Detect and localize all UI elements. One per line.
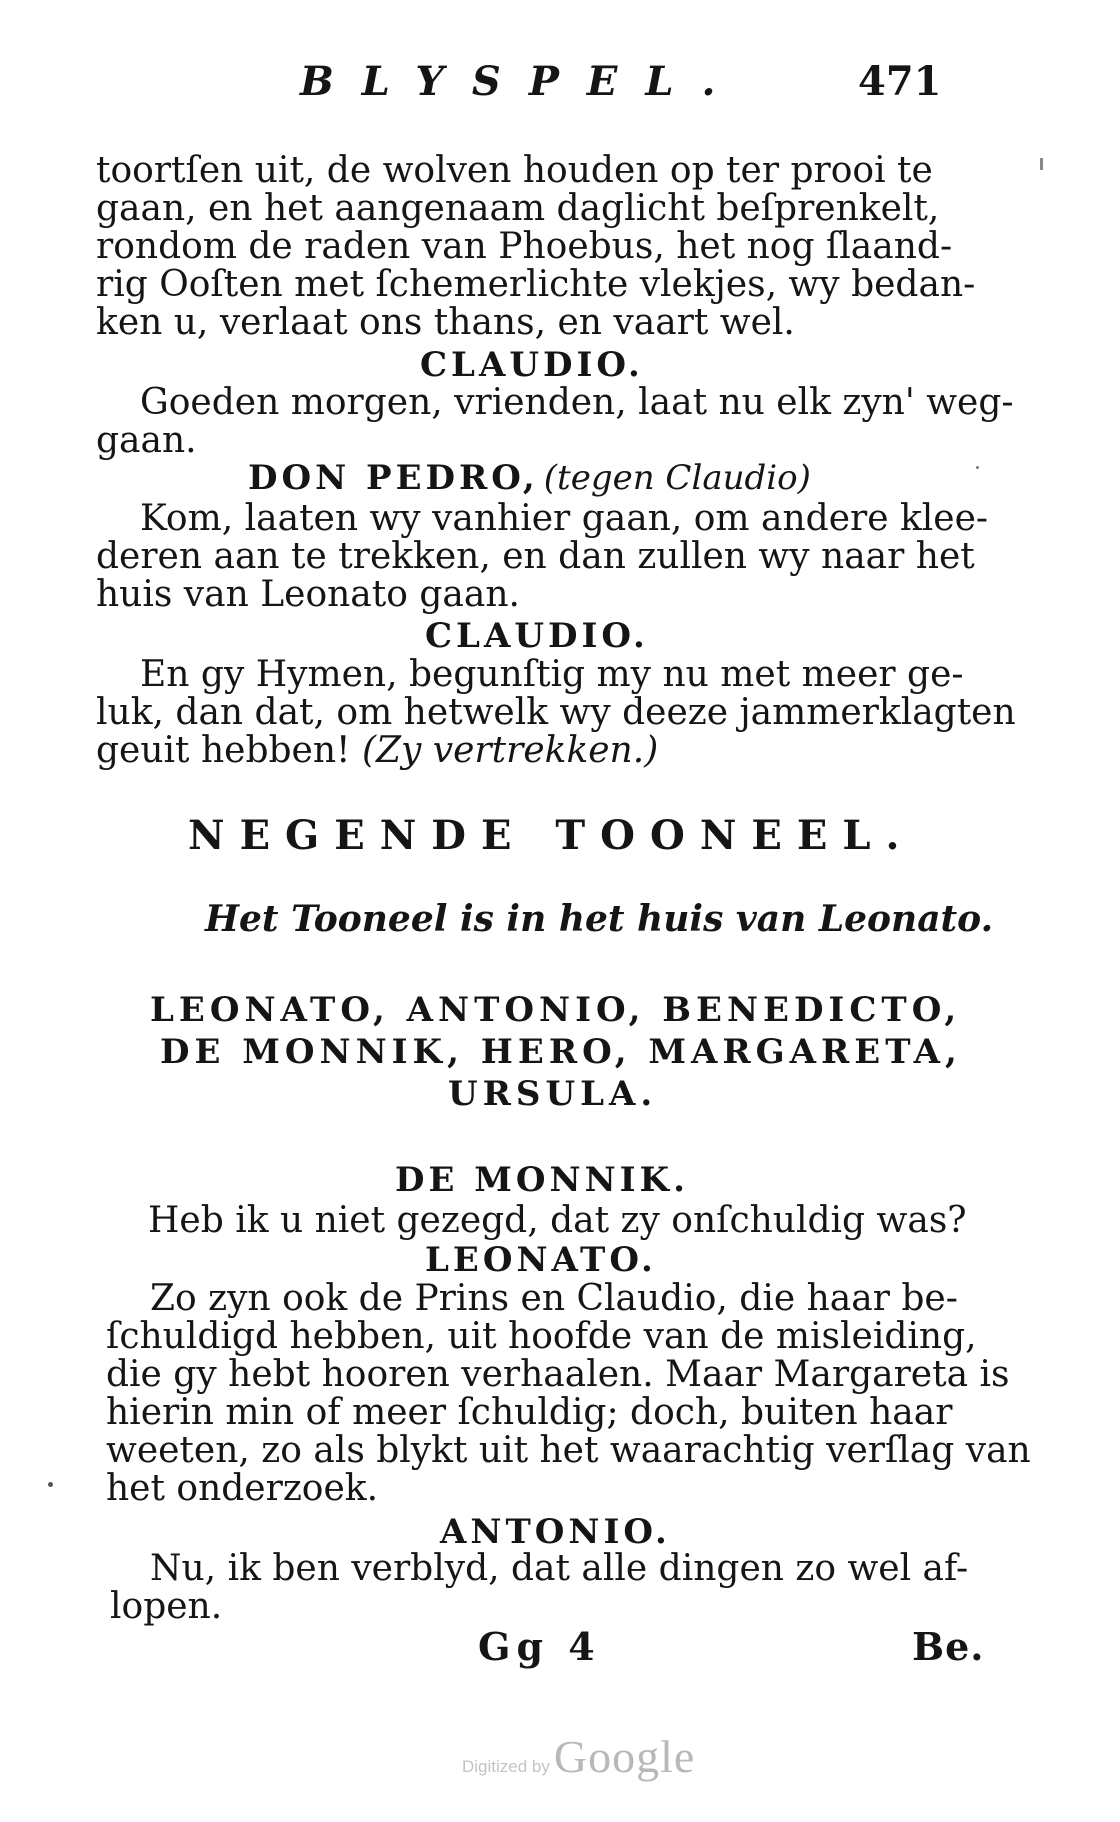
scene-setting: Het Tooneel is in het huis van Leonato. xyxy=(205,898,994,940)
speaker-name: ANTONIO. xyxy=(440,1512,671,1552)
text-line: toortſen uit, de wolven houden op ter prooi te xyxy=(96,150,933,191)
text-line: huis van Leonato gaan. xyxy=(96,574,520,615)
text-line: Goeden morgen, vrienden, laat nu elk zyn' weg- xyxy=(140,382,1014,423)
ink-speck xyxy=(1040,158,1043,170)
text-line: Zo zyn ook de Prins en Claudio, die haar be- xyxy=(150,1278,958,1319)
text-line: Heb ik u niet gezegd, dat zy onſchuldig was? xyxy=(148,1200,967,1241)
text-line xyxy=(96,732,658,770)
ink-speck xyxy=(976,466,979,469)
text-line: rondom de raden van Phoebus, het nog ſlaand- xyxy=(96,226,953,267)
text-line: ſchuldigd hebben, uit hoofde van de misleiding, xyxy=(106,1316,977,1357)
stage-direction: (tegen Claudio) xyxy=(543,458,811,498)
text-line: En gy Hymen, begunſtig my nu met meer ge- xyxy=(140,654,964,695)
speaker-name: LEONATO. xyxy=(425,1240,657,1280)
text-line: Kom, laaten wy vanhier gaan, om andere klee- xyxy=(140,498,989,539)
text-line: gaan, en het aangenaam daglicht beſprenkelt, xyxy=(96,188,940,229)
text-line: het onderzoek. xyxy=(106,1468,379,1509)
speaker-name: DE MONNIK. xyxy=(395,1160,689,1200)
text-line: luk, dan dat, om hetwelk wy deeze jammerklagten xyxy=(96,692,1016,733)
catchword: Be. xyxy=(912,1624,985,1669)
text-line: weeten, zo als blykt uit het waarachtig verſlag van xyxy=(106,1430,1031,1471)
text-line: die gy hebt hooren verhaalen. Maar Margareta is xyxy=(106,1354,1010,1395)
text-line: lopen. xyxy=(110,1586,223,1627)
scene-title: NEGENDE TOONEEL. xyxy=(188,812,915,859)
text-line: deren aan te trekken, en dan zullen wy naar het xyxy=(96,536,975,577)
watermark-prefix: Digitized by xyxy=(462,1757,550,1776)
speaker-name: CLAUDIO. xyxy=(420,345,644,385)
digitized-watermark xyxy=(462,1730,695,1783)
speaker-name: CLAUDIO. xyxy=(425,616,649,656)
text-line: rig Ooſten met ſchemerlichte vlekjes, wy bedan- xyxy=(96,264,976,305)
google-logo-text: Google xyxy=(553,1731,696,1782)
cast-list-line: URSULA. xyxy=(448,1074,658,1114)
ink-speck xyxy=(48,1482,53,1487)
cast-list-line: DE MONNIK, HERO, MARGARETA, xyxy=(160,1032,962,1072)
stage-direction: (Zy vertrekken.) xyxy=(361,730,659,771)
text-line: hierin min of meer ſchuldig; doch, buiten haar xyxy=(106,1392,953,1433)
line-text: geuit hebben! xyxy=(96,730,351,771)
text-line: gaan. xyxy=(96,420,197,461)
page-number: 471 xyxy=(858,58,942,105)
cast-list-line: LEONATO, ANTONIO, BENEDICTO, xyxy=(150,990,962,1030)
speaker-heading xyxy=(248,458,811,498)
speaker-name: DON PEDRO, xyxy=(248,458,539,498)
signature-mark: Gg 4 xyxy=(478,1624,601,1669)
text-line: ken u, verlaat ons thans, en vaart wel. xyxy=(96,302,795,343)
text-line: Nu, ik ben verblyd, dat alle dingen zo wel af- xyxy=(150,1548,969,1589)
running-head: BLYSPEL. xyxy=(300,58,744,105)
